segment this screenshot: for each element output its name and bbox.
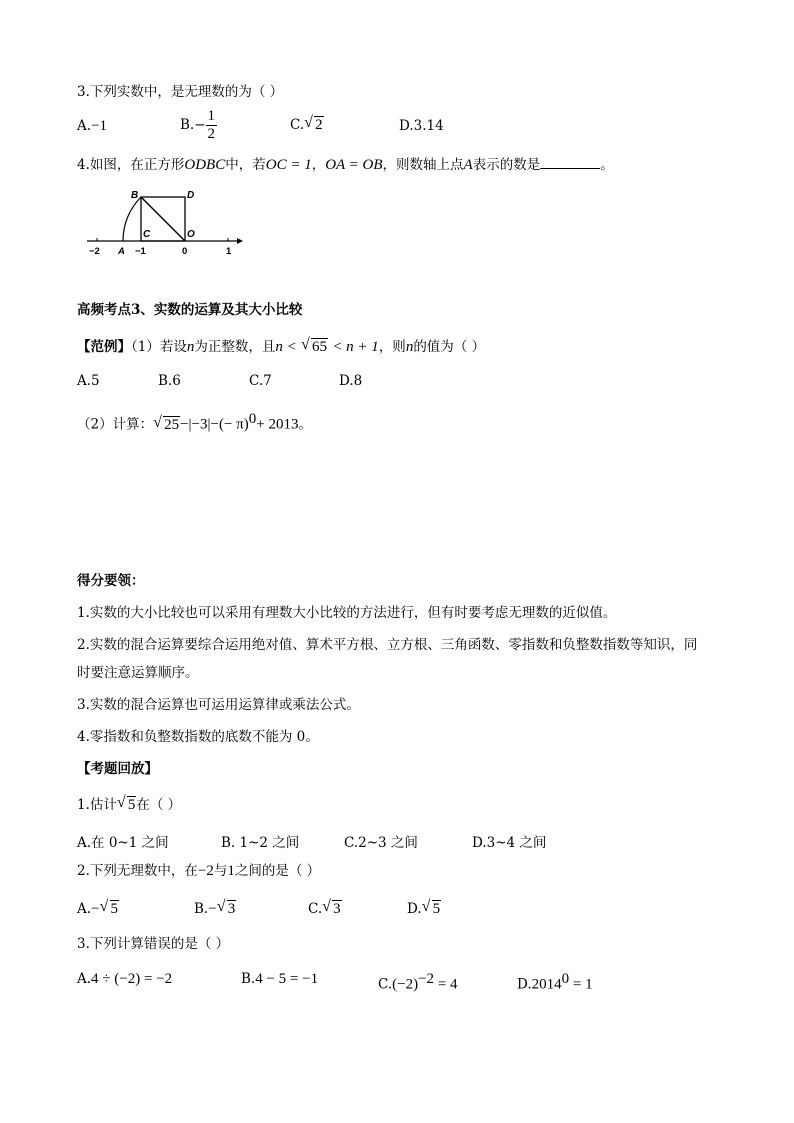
example-part-2: （2）计算： √ $25-|-3|-(- \pi)^0+ 2013$。	[77, 411, 312, 433]
label-C: C	[143, 229, 151, 240]
label-O: O	[187, 229, 195, 240]
q3-option-d: D.3.14	[399, 118, 444, 134]
tip-3: 3.实数的混合运算也可运用运算律或乘法公式。	[77, 697, 360, 713]
review-q1-option-c: C.2~3 之间	[344, 835, 418, 851]
tick-A: A	[118, 246, 125, 257]
tip-1: 1.实数的大小比较也可以采用有理数大小比较的方法进行，但有时要考虑无理数的近似值。	[77, 605, 617, 621]
q3-option-b: B.− $\frac{1}{2}$	[180, 108, 216, 142]
review-title: 【考题回放】	[77, 761, 158, 777]
review-q2: 2.下列无理数中，在−2与1之间的是（ ）	[77, 863, 321, 879]
review-q1-option-d: D.3~4 之间	[472, 835, 547, 851]
review-q1-option-a: A.在 0~1 之间	[77, 835, 169, 851]
tip-2-cont: 时要注意运算顺序。	[77, 665, 199, 681]
tip-2: 2.实数的混合运算要综合运用绝对值、算术平方根、立方根、三角函数、零指数和负整数指数等知识，同	[77, 637, 698, 653]
review-q2-option-b: B.− √ 3	[194, 898, 236, 917]
review-q3-option-c: $C.(-2)^{-2} = 4$	[378, 971, 458, 993]
review-q3: 3.下列计算错误的是（ ）	[77, 936, 230, 952]
tips-title: 得分要领：	[77, 573, 145, 589]
review-q1-option-b: B. 1~2 之间	[221, 835, 300, 851]
tick-0: 0	[182, 246, 188, 257]
question-3-stem: 3.下列实数中，是无理数的为（ ）	[77, 84, 284, 100]
label-B: B	[131, 190, 139, 201]
section-3-title: 高频考点3、实数的运算及其大小比较	[77, 302, 303, 318]
example-option-b: B.6	[158, 373, 181, 389]
review-q2-option-c: C. √ 3	[308, 898, 341, 917]
review-q3-option-a: A.4 ÷ (−2) = −2	[77, 971, 173, 987]
review-q2-option-d: D. √ 5	[407, 898, 441, 917]
label-D: D	[187, 190, 195, 201]
example-option-c: C.7	[249, 373, 272, 389]
tick-neg2: −2	[89, 246, 100, 257]
example-part-1: 【范例】（1）若设n为正整数，且n < √ 65 < n + 1，则n的值为（ ）	[77, 336, 486, 355]
q3-option-a: A.−1	[77, 118, 108, 134]
review-q3-option-d: $D.2014^0 = 1$	[517, 971, 593, 993]
example-option-a: A.5	[77, 373, 100, 389]
number-line-figure	[85, 185, 245, 260]
review-q3-option-b: B.4 − 5 = −1	[241, 971, 319, 987]
review-q1: 1.估计 √ 5在（ ）	[77, 794, 182, 813]
q3-option-c: C. √ 2	[290, 114, 323, 133]
tip-4: 4.零指数和负整数指数的底数不能为 0。	[77, 729, 319, 745]
question-4-stem: 4.如图，在正方形ODBC中，若OC = 1，OA = OB，则数轴上点A表示的数是 。	[77, 157, 614, 173]
review-q2-option-a: A.− √ 5	[77, 898, 119, 917]
example-option-d: D.8	[339, 373, 363, 389]
tick-neg1: −1	[135, 246, 146, 257]
answer-blank	[540, 156, 600, 169]
tick-1: 1	[226, 246, 232, 257]
